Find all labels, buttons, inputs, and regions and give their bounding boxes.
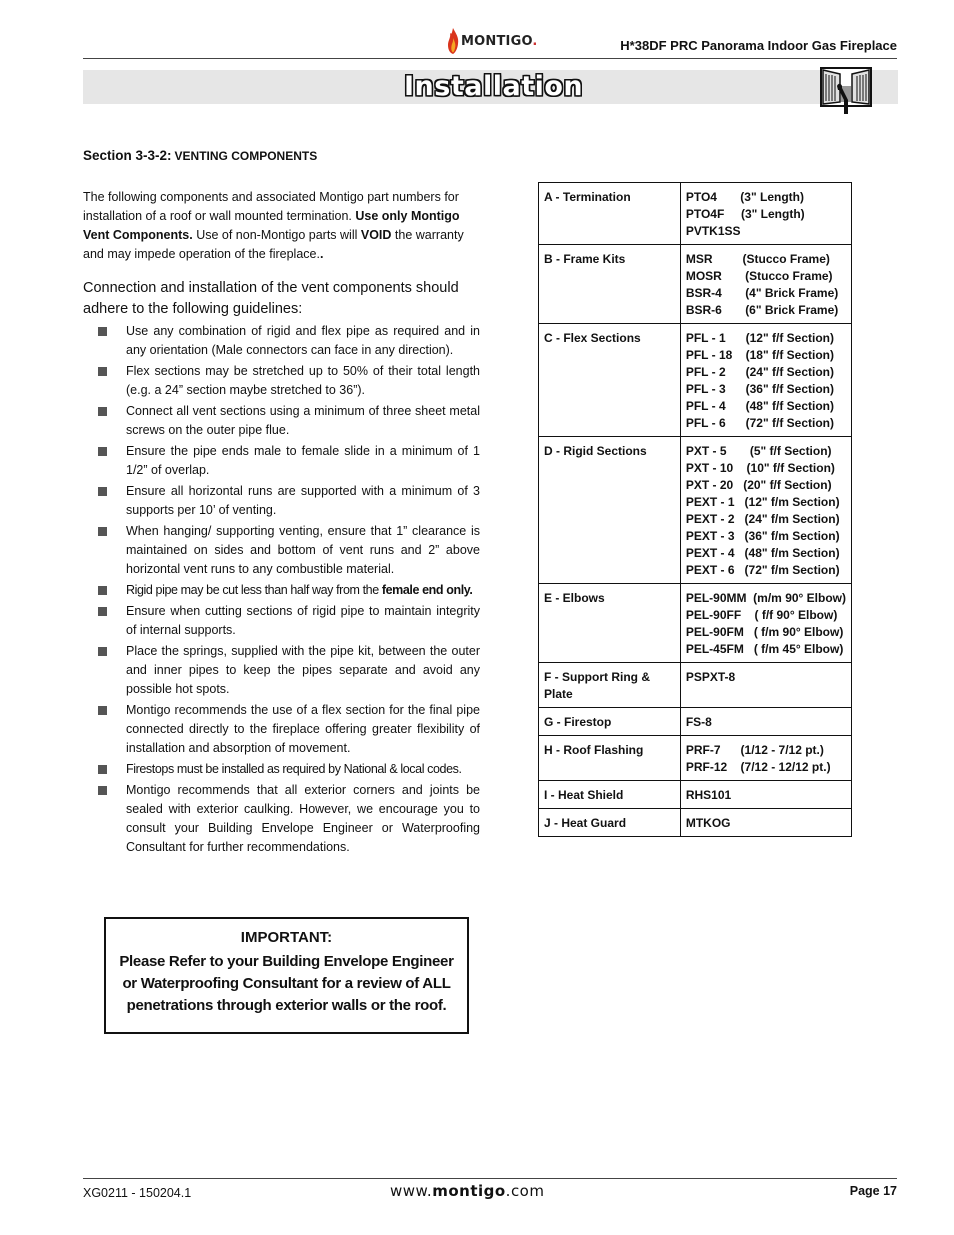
list-item-text: Use any combination of rigid and flex pipe as required and in any orientation (Male connectors can face in any direction). bbox=[126, 324, 480, 357]
section-number: Section 3-3-2: bbox=[83, 148, 172, 163]
page-number: Page 17 bbox=[849, 1184, 897, 1198]
guidelines-list bbox=[98, 322, 480, 859]
part-numbers bbox=[680, 437, 851, 584]
part-number-line: PXT - 5 (5" f/f Section) bbox=[685, 444, 832, 458]
part-number-line: PXT - 20 (20" f/f Section) bbox=[685, 478, 832, 492]
table-row bbox=[539, 663, 852, 708]
part-number-line: PRF-7 (1/12 - 7/12 pt.) bbox=[685, 743, 824, 757]
part-number-line: BSR-6 (6" Brick Frame) bbox=[685, 303, 839, 317]
part-numbers bbox=[680, 584, 851, 663]
part-numbers bbox=[680, 708, 851, 736]
table-row bbox=[539, 736, 852, 781]
table-row bbox=[539, 183, 852, 245]
part-number-line: MTKOG bbox=[685, 816, 731, 830]
part-number-line: PEXT - 6 (72" f/m Section) bbox=[685, 563, 840, 577]
bullet-square-icon bbox=[98, 786, 107, 795]
part-number-line: PFL - 6 (72" f/f Section) bbox=[685, 416, 834, 430]
part-number-line: MSR (Stucco Frame) bbox=[685, 252, 830, 266]
part-number-line: PEXT - 4 (48" f/m Section) bbox=[685, 546, 840, 560]
part-number-line: PEL-90MM (m/m 90° Elbow) bbox=[685, 591, 846, 605]
section-name: VENTING COMPONENTS bbox=[174, 149, 318, 163]
intro-text-1: The following components and associated Montigo part numbers for installation of a roof or wall mounted termination. bbox=[83, 190, 459, 223]
list-item-text: Ensure when cutting sections of rigid pipe to maintain integrity of internal supports. bbox=[126, 604, 480, 637]
intro-bold-void: VOID bbox=[360, 228, 392, 242]
part-numbers bbox=[680, 809, 851, 837]
list-item-text: Montigo recommends that all exterior corners and joints be sealed with exterior caulking. However, we encourage you to consult your Building Envelope Engineer or Waterproofing Consultant for further recommendations. bbox=[126, 783, 480, 854]
intro-paragraph bbox=[83, 188, 483, 264]
list-item bbox=[98, 581, 480, 600]
section-heading bbox=[83, 148, 317, 163]
part-category: H - Roof Flashing bbox=[539, 736, 681, 781]
part-number-line: PFL - 18 (18" f/f Section) bbox=[685, 348, 835, 362]
montigo-logo bbox=[446, 26, 538, 56]
bullet-square-icon bbox=[98, 647, 107, 656]
logo-wordmark: MONTIGO . bbox=[461, 34, 538, 49]
table-row bbox=[539, 245, 852, 324]
part-number-line: FS-8 bbox=[685, 715, 712, 729]
part-category: E - Elbows bbox=[539, 584, 681, 663]
intro-text-3: the warranty and may impede operation of the fireplace. bbox=[83, 228, 464, 261]
part-number-line: PEL-90FF ( f/f 90° Elbow) bbox=[685, 608, 838, 622]
part-category: F - Support Ring & Plate bbox=[539, 663, 681, 708]
bullet-square-icon bbox=[98, 527, 107, 536]
part-category: A - Termination bbox=[539, 183, 681, 245]
part-numbers bbox=[680, 245, 851, 324]
header-rule bbox=[83, 58, 897, 59]
list-item bbox=[98, 642, 480, 699]
part-numbers bbox=[680, 736, 851, 781]
footer-rule bbox=[83, 1178, 897, 1179]
part-category: J - Heat Guard bbox=[539, 809, 681, 837]
part-number-line: PEXT - 2 (24" f/m Section) bbox=[685, 512, 840, 526]
part-numbers bbox=[680, 183, 851, 245]
table-row bbox=[539, 809, 852, 837]
part-number-line: MOSR (Stucco Frame) bbox=[685, 269, 833, 283]
intro-text-2: Use of non-Montigo parts will bbox=[192, 228, 361, 242]
parts-table-body bbox=[539, 183, 852, 837]
part-number-line: PSPXT-8 bbox=[685, 670, 736, 684]
website-url[interactable] bbox=[390, 1182, 544, 1200]
url-suffix: .com bbox=[505, 1182, 545, 1200]
part-number-line: PRF-12 (7/12 - 12/12 pt.) bbox=[685, 760, 831, 774]
important-body: Please Refer to your Building Envelope Engineer or Waterproofing Consultant for a review of ALL penetrations through exterior walls or the roof. bbox=[119, 953, 454, 1014]
part-number-line: PEXT - 1 (12" f/m Section) bbox=[685, 495, 840, 509]
part-category: C - Flex Sections bbox=[539, 324, 681, 437]
table-row bbox=[539, 781, 852, 809]
document-code: XG0211 - 150204.1 bbox=[83, 1186, 192, 1200]
important-notice-box bbox=[104, 917, 469, 1034]
list-item bbox=[98, 322, 480, 360]
part-numbers bbox=[680, 781, 851, 809]
bullet-square-icon bbox=[98, 447, 107, 456]
list-item-text: Connect all vent sections using a minimum of three sheet metal screws on the outer pipe flue. bbox=[126, 404, 480, 437]
part-number-line: PEL-90FM ( f/m 90° Elbow) bbox=[685, 625, 844, 639]
part-category: G - Firestop bbox=[539, 708, 681, 736]
url-prefix: www. bbox=[390, 1182, 433, 1200]
part-number-line: PEL-45FM ( f/m 45° Elbow) bbox=[685, 642, 844, 656]
list-item bbox=[98, 701, 480, 758]
bullet-square-icon bbox=[98, 765, 107, 774]
part-category: I - Heat Shield bbox=[539, 781, 681, 809]
part-number-line: PTO4 (3" Length) bbox=[685, 190, 804, 204]
intro-bold-1: Use only Montigo Vent Components. bbox=[83, 209, 460, 242]
part-number-line: PXT - 10 (10" f/f Section) bbox=[685, 461, 835, 475]
part-category: D - Rigid Sections bbox=[539, 437, 681, 584]
bullet-square-icon bbox=[98, 706, 107, 715]
part-number-line: PVTK1SS bbox=[685, 224, 741, 238]
part-number-line: PFL - 2 (24" f/f Section) bbox=[685, 365, 834, 379]
part-number-line: PFL - 3 (36" f/f Section) bbox=[685, 382, 834, 396]
table-row bbox=[539, 437, 852, 584]
list-item bbox=[98, 781, 480, 857]
bullet-square-icon bbox=[98, 586, 107, 595]
part-number-line: PEXT - 3 (36" f/m Section) bbox=[685, 529, 840, 543]
guidelines-intro: Connection and installation of the vent components should adhere to the following guidelines: bbox=[83, 280, 459, 317]
list-item-bold: female end only. bbox=[381, 583, 473, 597]
table-row bbox=[539, 708, 852, 736]
bullet-square-icon bbox=[98, 607, 107, 616]
list-item-text: Place the springs, supplied with the pipe kit, between the outer and inner pipes to keep the pipes separate and avoid any possible hot spots. bbox=[126, 644, 480, 696]
vent-components-table bbox=[538, 182, 852, 837]
bullet-square-icon bbox=[98, 367, 107, 376]
table-row bbox=[539, 584, 852, 663]
list-item-text: When hanging/ supporting venting, ensure that 1” clearance is maintained on sides and bottom of vent runs and 2” above horizontal vent runs to any combustible material. bbox=[126, 524, 480, 576]
table-row bbox=[539, 324, 852, 437]
list-item bbox=[98, 482, 480, 520]
url-brand: montigo bbox=[432, 1182, 506, 1200]
part-category: B - Frame Kits bbox=[539, 245, 681, 324]
bullet-square-icon bbox=[98, 487, 107, 496]
list-item bbox=[98, 760, 480, 779]
list-item-text: Flex sections may be stretched up to 50% of their total length (e.g. a 24” section maybe stretched to 36”). bbox=[126, 364, 480, 397]
list-item bbox=[98, 442, 480, 480]
part-number-line: PFL - 4 (48" f/f Section) bbox=[685, 399, 834, 413]
list-item bbox=[98, 602, 480, 640]
list-item-text: Ensure all horizontal runs are supported with a minimum of 3 supports per 10’ of venting. bbox=[126, 484, 480, 517]
fireplace-doors-icon bbox=[820, 66, 872, 116]
part-number-line: PTO4F (3" Length) bbox=[685, 207, 805, 221]
intro-bold-3: . bbox=[319, 247, 324, 261]
bullet-square-icon bbox=[98, 327, 107, 336]
list-item-text: Montigo recommends the use of a flex section for the final pipe connected directly to the fireplace offering greater flexibility of installation and absorption of movement. bbox=[126, 703, 480, 755]
bullet-square-icon bbox=[98, 407, 107, 416]
document-title: H*38DF PRC Panorama Indoor Gas Fireplace bbox=[620, 38, 897, 53]
list-item-text: Firestops must be installed as required by National & local codes. bbox=[126, 762, 462, 776]
list-item bbox=[98, 362, 480, 400]
part-number-line: RHS101 bbox=[685, 788, 732, 802]
part-numbers bbox=[680, 324, 851, 437]
important-title: IMPORTANT: bbox=[240, 929, 333, 946]
list-item bbox=[98, 402, 480, 440]
list-item-text: Ensure the pipe ends male to female slide in a minimum of 1 1/2” of overlap. bbox=[126, 444, 480, 477]
page-title: Installation bbox=[404, 71, 584, 102]
list-item-text: Rigid pipe may be cut less than half way from the bbox=[126, 583, 382, 597]
montigo-flame-logo-icon bbox=[446, 27, 460, 55]
part-numbers bbox=[680, 663, 851, 708]
list-item bbox=[98, 522, 480, 579]
part-number-line: BSR-4 (4" Brick Frame) bbox=[685, 286, 839, 300]
part-number-line: PFL - 1 (12" f/f Section) bbox=[685, 331, 834, 345]
